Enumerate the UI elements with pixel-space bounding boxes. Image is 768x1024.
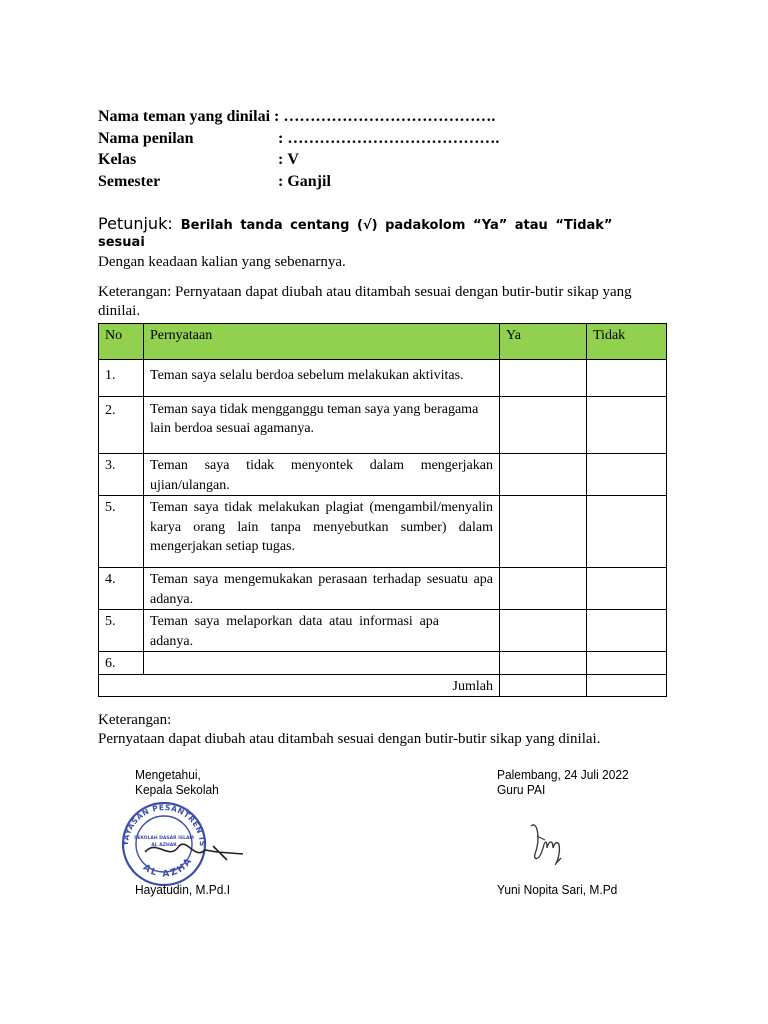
- yes-cell[interactable]: [500, 568, 587, 610]
- yes-cell[interactable]: [500, 454, 587, 496]
- row-statement: Teman saya tidak melakukan plagiat (mengambil/menyalin karya orang lain tanpa menyebutkan sumber) dalam mengerjakan setiap tugas.: [144, 496, 500, 568]
- info-value: V: [287, 151, 299, 168]
- stamp-inner-line2: AL AZHAR: [151, 843, 177, 848]
- info-label: Nama penilan: [98, 129, 194, 147]
- table-row: [99, 397, 667, 454]
- no-cell[interactable]: [587, 568, 667, 610]
- no-cell[interactable]: [587, 454, 667, 496]
- teacher-title: Guru PAI: [497, 782, 546, 797]
- note-bottom: [98, 711, 698, 749]
- row-statement: Teman saya melaporkan data atau informasi apa adanya.: [144, 610, 500, 652]
- table-row: [99, 454, 667, 496]
- row-number: 3.: [99, 454, 144, 496]
- header-statement: Pernyataan: [144, 324, 500, 360]
- row-statement: Teman saya mengemukakan perasaan terhadap sesuatu apa adanya.: [144, 568, 500, 610]
- school-stamp: [117, 802, 247, 891]
- no-cell[interactable]: [587, 397, 667, 454]
- no-cell[interactable]: [587, 496, 667, 568]
- row-number: 5.: [99, 610, 144, 652]
- info-row-evaluator: Nama penilan : ………………………………….: [98, 128, 499, 150]
- yes-cell[interactable]: [500, 496, 587, 568]
- yes-cell[interactable]: [500, 360, 587, 397]
- info-row-name: Nama teman yang dinilai : ………………………………….: [98, 106, 499, 128]
- yes-cell[interactable]: [500, 652, 587, 675]
- info-row-class: Kelas : V: [98, 149, 499, 171]
- stamp-bottom-text: AL AZHA: [140, 855, 196, 880]
- principal-name: Hayatudin, M.Pd.I: [135, 882, 231, 897]
- no-cell[interactable]: [587, 652, 667, 675]
- table-row: [99, 568, 667, 610]
- signature-left-heading: [135, 767, 219, 797]
- table-row: [99, 496, 667, 568]
- info-value: ………………………………….: [283, 108, 496, 125]
- principal-title: Kepala Sekolah: [135, 782, 219, 797]
- stamp-top-text: YAYASAN PESANTREN IS: [120, 802, 208, 848]
- table-row: [99, 610, 667, 652]
- teacher-name: Yuni Nopita Sari, M.Pd: [497, 882, 618, 897]
- total-yes-cell[interactable]: [500, 674, 587, 697]
- instructions-label: Petunjuk:: [98, 214, 173, 233]
- row-number: 6.: [99, 652, 144, 675]
- table-total-row: [99, 674, 667, 697]
- info-label: Nama teman yang dinilai: [98, 108, 271, 125]
- yes-cell[interactable]: [500, 610, 587, 652]
- table-row: [99, 652, 667, 675]
- row-number: 1.: [99, 360, 144, 397]
- row-statement: [144, 652, 500, 675]
- teacher-signature: [517, 810, 577, 875]
- table-row: [99, 360, 667, 397]
- note-bottom-text: Pernyataan dapat diubah atau ditambah sesuai dengan butir-butir sikap yang dinilai.: [98, 731, 601, 747]
- info-label: Semester: [98, 172, 161, 190]
- stamp-seal-icon: [117, 802, 247, 886]
- info-row-semester: Semester : Ganjil: [98, 171, 499, 193]
- row-number: 5.: [99, 496, 144, 568]
- no-cell[interactable]: [587, 360, 667, 397]
- handwritten-signature-icon: [517, 810, 577, 870]
- assessment-table: [98, 323, 667, 697]
- instructions-line2: Dengan keadaan kalian yang sebenarnya.: [98, 254, 346, 270]
- header-no-answer: Tidak: [587, 324, 667, 360]
- total-no-cell[interactable]: [587, 674, 667, 697]
- info-label: Kelas: [98, 151, 137, 168]
- note-bottom-label: Keterangan:: [98, 712, 172, 728]
- stamp-inner-line1: SEKOLAH DASAR ISLAM: [134, 836, 194, 841]
- row-statement: Teman saya selalu berdoa sebelum melakukan aktivitas.: [144, 360, 500, 397]
- student-info: [98, 106, 499, 192]
- note-top: Keterangan: Pernyataan dapat diubah atau ditambah sesuai dengan butir-butir sikap yang dinilai.: [98, 284, 632, 319]
- instructions-text: Berilah tanda centang (√) padakolom “Ya” atau “Tidak” sesuai: [98, 218, 613, 250]
- row-number: 2.: [99, 397, 144, 454]
- place-date: Palembang, 24 Juli 2022: [497, 767, 629, 782]
- table-header-row: [99, 324, 667, 360]
- info-value: Ganjil: [287, 172, 331, 190]
- header-no: No: [99, 324, 144, 360]
- signature-right-heading: [497, 767, 629, 797]
- no-cell[interactable]: [587, 610, 667, 652]
- row-statement: Teman saya tidak menyontek dalam mengerjakan ujian/ulangan.: [144, 454, 500, 496]
- row-number: 4.: [99, 568, 144, 610]
- info-value: ………………………………….: [287, 129, 500, 147]
- instructions: [98, 214, 658, 271]
- yes-cell[interactable]: [500, 397, 587, 454]
- acknowledged-label: Mengetahui,: [135, 767, 201, 782]
- header-yes: Ya: [500, 324, 587, 360]
- total-label: Jumlah: [99, 674, 500, 697]
- row-statement: Teman saya tidak mengganggu teman saya yang beragama lain berdoa sesuai agamanya.: [144, 397, 500, 454]
